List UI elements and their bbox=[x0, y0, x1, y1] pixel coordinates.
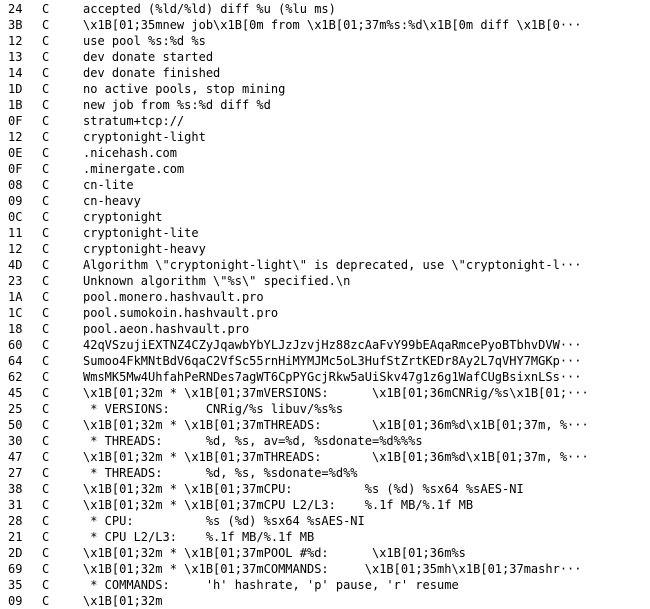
string-row[interactable] bbox=[0, 81, 650, 97]
string-length: 11 bbox=[8, 226, 23, 240]
string-value: cryptonight-lite bbox=[83, 226, 199, 240]
string-value: pool.monero.hashvault.pro bbox=[83, 290, 264, 304]
string-row[interactable] bbox=[0, 177, 650, 193]
string-length: 0F bbox=[8, 162, 23, 176]
string-row[interactable] bbox=[0, 385, 650, 401]
string-value: cryptonight-light bbox=[83, 130, 206, 144]
string-row[interactable] bbox=[0, 353, 650, 369]
string-value: \x1B[01;32m * \x1B[01;37mVERSIONS: \x1B[01;36mCNRig/%s\x1B[01;··· bbox=[83, 386, 589, 400]
string-value: no active pools, stop mining bbox=[83, 82, 286, 96]
string-row[interactable] bbox=[0, 289, 650, 305]
string-row[interactable] bbox=[0, 145, 650, 161]
string-length: 09 bbox=[8, 194, 23, 208]
string-type: C bbox=[42, 50, 50, 64]
string-length: 1D bbox=[8, 82, 23, 96]
string-row[interactable] bbox=[0, 593, 650, 609]
string-type: C bbox=[42, 34, 50, 48]
string-value: Sumoo4FkMNtBdV6qaC2VfSc55rnHiMYMJMc5oL3HufStZrtKEDr8Ay2L7qVHY7MGKp··· bbox=[83, 354, 582, 368]
string-value: dev donate started bbox=[83, 50, 214, 64]
string-type: C bbox=[42, 226, 50, 240]
string-value: \x1B[01;32m * \x1B[01;37mCOMMANDS: \x1B[01;35mh\x1B[01;37mashr··· bbox=[83, 562, 582, 576]
string-row[interactable] bbox=[0, 193, 650, 209]
string-row[interactable] bbox=[0, 257, 650, 273]
string-length: 69 bbox=[8, 562, 23, 576]
string-type: C bbox=[42, 434, 50, 448]
string-value: Unknown algorithm \"%s\" specified.\n bbox=[83, 274, 351, 288]
string-type: C bbox=[42, 306, 50, 320]
string-value: cn-lite bbox=[83, 178, 134, 192]
string-type: C bbox=[42, 354, 50, 368]
string-value: new job from %s:%d diff %d bbox=[83, 98, 271, 112]
string-row[interactable] bbox=[0, 513, 650, 529]
string-type: C bbox=[42, 146, 50, 160]
string-value: use pool %s:%d %s bbox=[83, 34, 206, 48]
string-value: pool.aeon.hashvault.pro bbox=[83, 322, 250, 336]
string-type: C bbox=[42, 546, 50, 560]
string-value: .minergate.com bbox=[83, 162, 185, 176]
string-row[interactable] bbox=[0, 577, 650, 593]
string-value: \x1B[01;32m * \x1B[01;37mPOOL #%d: \x1B[01;36m%s bbox=[83, 546, 466, 560]
string-value: * COMMANDS: 'h' hashrate, 'p' pause, 'r' resume bbox=[83, 578, 459, 592]
string-type: C bbox=[42, 482, 50, 496]
string-value: pool.sumokoin.hashvault.pro bbox=[83, 306, 279, 320]
string-type: C bbox=[42, 338, 50, 352]
string-row[interactable] bbox=[0, 113, 650, 129]
string-type: C bbox=[42, 210, 50, 224]
string-length: 28 bbox=[8, 514, 23, 528]
string-type: C bbox=[42, 514, 50, 528]
string-type: C bbox=[42, 386, 50, 400]
string-value: WmsMK5Mw4UhfahPeRNDes7agWT6CpPYGcjRkw5aUiSkv47g1z6g1WafCUgBsixnLSs··· bbox=[83, 370, 582, 384]
string-length: 1A bbox=[8, 290, 23, 304]
string-length: 60 bbox=[8, 338, 23, 352]
string-row[interactable] bbox=[0, 273, 650, 289]
string-value: * THREADS: %d, %s, %sdonate=%d%% bbox=[83, 466, 358, 480]
string-length: 62 bbox=[8, 370, 23, 384]
string-value: \x1B[01;32m * \x1B[01;37mTHREADS: \x1B[01;36m%d\x1B[01;37m, %··· bbox=[83, 418, 589, 432]
string-length: 09 bbox=[8, 594, 23, 608]
string-row[interactable] bbox=[0, 401, 650, 417]
string-type: C bbox=[42, 402, 50, 416]
string-length: 31 bbox=[8, 498, 23, 512]
string-length: 0E bbox=[8, 146, 23, 160]
string-length: 50 bbox=[8, 418, 23, 432]
string-value: 42qVSzujiEXTNZ4CZyJqawbYbYLJzJzvjHz88zcAaFvY99bEAqaRmcePyoBTbhvDVW··· bbox=[83, 338, 582, 352]
string-length: 27 bbox=[8, 466, 23, 480]
string-type: C bbox=[42, 322, 50, 336]
string-type: C bbox=[42, 290, 50, 304]
string-length: 14 bbox=[8, 66, 23, 80]
string-length: 1B bbox=[8, 98, 23, 112]
string-type: C bbox=[42, 578, 50, 592]
string-type: C bbox=[42, 370, 50, 384]
string-length: 2D bbox=[8, 546, 23, 560]
string-length: 4D bbox=[8, 258, 23, 272]
string-value: * CPU: %s (%d) %sx64 %sAES-NI bbox=[83, 514, 365, 528]
string-row[interactable] bbox=[0, 465, 650, 481]
string-row[interactable] bbox=[0, 65, 650, 81]
string-type: C bbox=[42, 162, 50, 176]
string-row[interactable] bbox=[0, 433, 650, 449]
string-row[interactable] bbox=[0, 561, 650, 577]
string-type: C bbox=[42, 450, 50, 464]
string-value: cryptonight-heavy bbox=[83, 242, 206, 256]
string-type: C bbox=[42, 98, 50, 112]
string-type: C bbox=[42, 562, 50, 576]
string-row[interactable] bbox=[0, 241, 650, 257]
string-row[interactable] bbox=[0, 161, 650, 177]
string-row[interactable] bbox=[0, 369, 650, 385]
string-length: 38 bbox=[8, 482, 23, 496]
string-row[interactable] bbox=[0, 337, 650, 353]
string-value: dev donate finished bbox=[83, 66, 221, 80]
string-type: C bbox=[42, 66, 50, 80]
string-value: accepted (%ld/%ld) diff %u (%lu ms) bbox=[83, 2, 336, 16]
string-type: C bbox=[42, 2, 50, 16]
string-length: 3B bbox=[8, 18, 23, 32]
string-value: \x1B[01;32m * \x1B[01;37mCPU: %s (%d) %sx64 %sAES-NI bbox=[83, 482, 524, 496]
string-type: C bbox=[42, 418, 50, 432]
string-type: C bbox=[42, 114, 50, 128]
string-type: C bbox=[42, 498, 50, 512]
string-type: C bbox=[42, 178, 50, 192]
string-value: cryptonight bbox=[83, 210, 163, 224]
string-row[interactable] bbox=[0, 17, 650, 33]
string-length: 47 bbox=[8, 450, 23, 464]
string-value: * VERSIONS: CNRig/%s libuv/%s%s bbox=[83, 402, 344, 416]
string-length: 12 bbox=[8, 34, 23, 48]
string-row[interactable] bbox=[0, 305, 650, 321]
string-type: C bbox=[42, 594, 50, 608]
string-type: C bbox=[42, 82, 50, 96]
string-type: C bbox=[42, 274, 50, 288]
string-length: 1C bbox=[8, 306, 23, 320]
string-length: 45 bbox=[8, 386, 23, 400]
string-value: Algorithm \"cryptonight-light\" is deprecated, use \"cryptonight-l··· bbox=[83, 258, 582, 272]
string-row[interactable] bbox=[0, 33, 650, 49]
string-row[interactable] bbox=[0, 225, 650, 241]
string-value: .nicehash.com bbox=[83, 146, 177, 160]
string-type: C bbox=[42, 530, 50, 544]
string-type: C bbox=[42, 18, 50, 32]
string-value: * CPU L2/L3: %.1f MB/%.1f MB bbox=[83, 530, 315, 544]
string-row[interactable] bbox=[0, 417, 650, 433]
string-type: C bbox=[42, 466, 50, 480]
string-value: \x1B[01;32m * \x1B[01;37mCPU L2/L3: %.1f MB/%.1f MB bbox=[83, 498, 474, 512]
string-length: 12 bbox=[8, 130, 23, 144]
string-length: 18 bbox=[8, 322, 23, 336]
string-value: \x1B[01;32m bbox=[83, 594, 163, 608]
string-length: 35 bbox=[8, 578, 23, 592]
string-row[interactable] bbox=[0, 49, 650, 65]
string-length: 25 bbox=[8, 402, 23, 416]
string-length: 08 bbox=[8, 178, 23, 192]
string-row[interactable] bbox=[0, 209, 650, 225]
string-value: stratum+tcp:// bbox=[83, 114, 185, 128]
string-value: \x1B[01;35mnew job\x1B[0m from \x1B[01;37m%s:%d\x1B[0m diff \x1B[0··· bbox=[83, 18, 582, 32]
string-row[interactable] bbox=[0, 1, 650, 17]
string-length: 24 bbox=[8, 2, 23, 16]
string-row[interactable] bbox=[0, 97, 650, 113]
string-row[interactable] bbox=[0, 481, 650, 497]
string-length: 21 bbox=[8, 530, 23, 544]
string-value: cn-heavy bbox=[83, 194, 141, 208]
string-type: C bbox=[42, 242, 50, 256]
string-length: 23 bbox=[8, 274, 23, 288]
string-value: \x1B[01;32m * \x1B[01;37mTHREADS: \x1B[01;36m%d\x1B[01;37m, %··· bbox=[83, 450, 589, 464]
string-row[interactable] bbox=[0, 545, 650, 561]
string-row[interactable] bbox=[0, 529, 650, 545]
string-length: 13 bbox=[8, 50, 23, 64]
string-type: C bbox=[42, 130, 50, 144]
string-row[interactable] bbox=[0, 129, 650, 145]
string-length: 12 bbox=[8, 242, 23, 256]
string-length: 64 bbox=[8, 354, 23, 368]
string-row[interactable] bbox=[0, 449, 650, 465]
string-length: 0C bbox=[8, 210, 23, 224]
string-value: * THREADS: %d, %s, av=%d, %sdonate=%d%%%s bbox=[83, 434, 423, 448]
string-type: C bbox=[42, 194, 50, 208]
string-length: 0F bbox=[8, 114, 23, 128]
string-type: C bbox=[42, 258, 50, 272]
string-row[interactable] bbox=[0, 321, 650, 337]
string-length: 30 bbox=[8, 434, 23, 448]
string-row[interactable] bbox=[0, 497, 650, 513]
